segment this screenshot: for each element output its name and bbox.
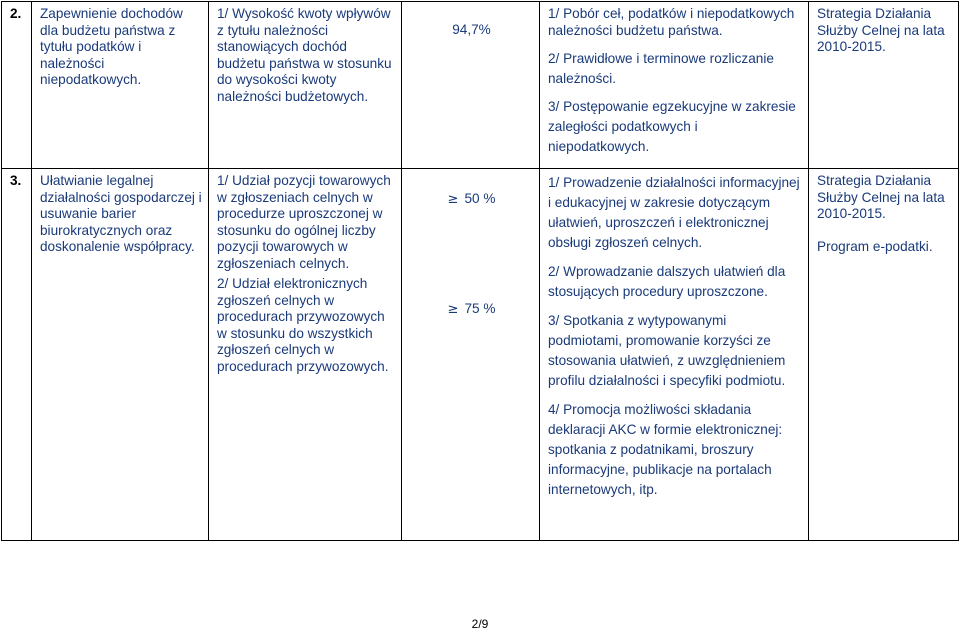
greater-equal-symbol: ≥ (447, 192, 459, 207)
indicator-text: 2/ Udział elektronicznych zgłoszeń celnych w procedurach przywozowych w stosunku do wszystkich zgłoszeń celnych w procedurach przywozowych. (217, 276, 389, 374)
action-item: 1/ Prowadzenie działalności informacyjnej i edukacyjnej w zakresie dotyczącym ułatwień, uproszczeń i elektronicznej obsługi zgłoszeń celnych. (548, 175, 800, 250)
table-row (2, 169, 959, 541)
row-number: 2. (2, 2, 32, 169)
action-item: 3/ Postępowanie egzekucyjne w zakresie zaległości podatkowych i niepodatkowych. (548, 99, 796, 154)
target-value: ≥ 75 % (447, 300, 496, 317)
indicator-cell (209, 2, 402, 169)
target-cell (402, 169, 540, 541)
source-text: Program e-podatki. (817, 238, 933, 254)
indicator-cell (209, 169, 402, 541)
source-cell (809, 2, 959, 169)
actions-cell (540, 2, 809, 169)
actions-cell (540, 169, 809, 541)
action-item: 4/ Promocja możliwości składania deklaracji AKC w formie elektronicznej: spotkania z podatnikami, broszury informacyjne, publikacje na portalach internetowych, itp. (548, 402, 783, 497)
source-text: Strategia Działania Służby Celnej na lata 2010-2015. (817, 6, 945, 54)
action-item: 2/ Prawidłowe i terminowe rozliczanie należności. (548, 51, 774, 86)
source-cell (809, 169, 959, 541)
goal-cell: Zapewnienie dochodów dla budżetu państwa z tytułu podatków i należności niepodatkowych. (32, 2, 209, 169)
target-value: ≥ 50 % (447, 191, 496, 207)
page-number: 2/9 (471, 617, 489, 631)
table-row (2, 2, 959, 169)
goal-cell: Ułatwianie legalnej działalności gospodarczej i usuwanie barier biurokratycznych oraz doskonalenie współpracy. (32, 169, 209, 541)
action-item: 3/ Spotkania z wytypowanymi podmiotami, promowanie korzyści ze stosowania ułatwień, z uwzględnieniem profilu działalności i specyfiki podmiotu. (548, 313, 786, 388)
indicator-text: 1/ Udział pozycji towarowych w zgłoszeniach celnych w procedurze uproszczonej w stosunku do ogólnej liczby pozycji towarowych w zgłoszeniach celnych. (217, 173, 391, 271)
document-table (1, 1, 959, 541)
indicator-text: 1/ Wysokość kwoty wpływów z tytułu należności stanowiących dochód budżetu państwa w stosunku do wysokości kwoty należności budżetowych. (217, 6, 392, 104)
target-cell (402, 2, 540, 169)
action-item: 1/ Pobór ceł, podatków i niepodatkowych należności budżetu państwa. (548, 6, 795, 38)
source-text: Strategia Działania Służby Celnej na lata 2010-2015. (817, 173, 945, 221)
action-item: 2/ Wprowadzanie dalszych ułatwień dla stosujących procedury uproszczone. (548, 264, 786, 299)
greater-equal-symbol: ≥ (447, 301, 459, 317)
row-number: 3. (2, 169, 32, 541)
target-value: 94,7% (452, 22, 491, 37)
